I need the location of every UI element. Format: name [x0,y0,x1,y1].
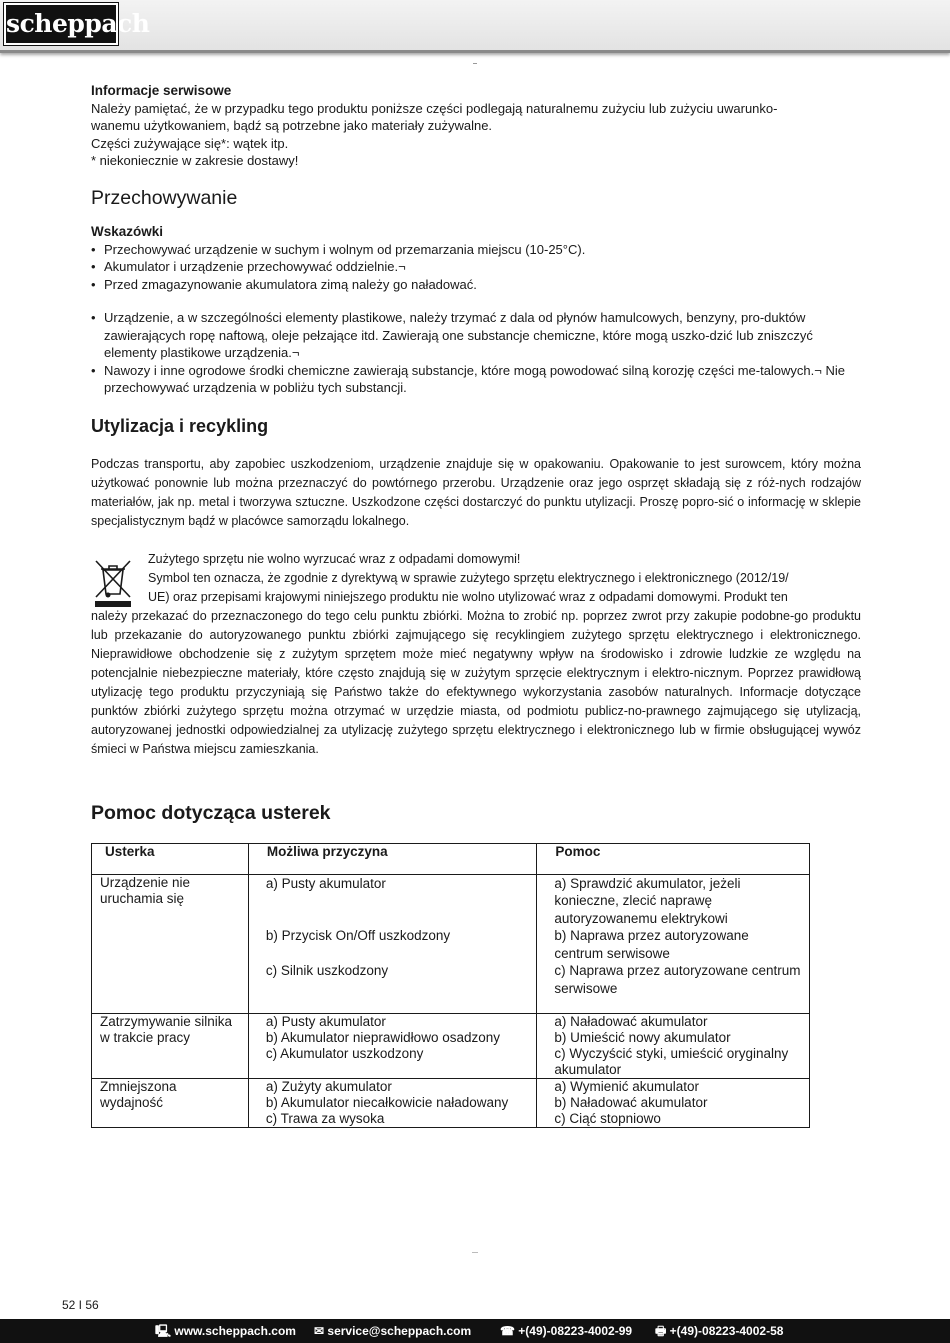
storage-title: Przechowywanie [91,186,238,209]
cause-cell [248,1078,537,1127]
cause-text: a) Zużyty akumulator [265,1078,392,1094]
phone-number: +(49)-08223-4002-99 [518,1324,633,1338]
footer-email[interactable] [314,1319,471,1343]
weee-line: Symbol ten oznacza, że zgodnie z dyrektywą w sprawie zużytego sprzętu elektrycznego i elektronicznego (2012/19/ [148,571,789,585]
troubleshooting-title: Pomoc dotycząca usterek [91,802,331,824]
cause-text: c) Akumulator uszkodzony [265,1045,424,1061]
footer-fax [655,1319,783,1343]
cause-text: a) Pusty akumulator [265,875,386,891]
page-number: 52 I 56 [62,1298,99,1312]
list-item: • Przechowywać urządzenie w suchym i wolnym od przemarzania miejscu (10-25°C). [91,241,861,259]
remedy-cell [537,1013,810,1078]
cause-text: c) Trawa za wysoka [265,1110,385,1126]
fault-cell [92,1078,249,1127]
service-line: Części zużywające się*: wątek itp. [91,135,289,151]
cause-cell [248,1013,537,1078]
footer-phone [500,1319,632,1343]
weee-section [91,550,861,759]
fault-cell [92,1013,249,1078]
remedy-text: a) Wymienić akumulator [554,1078,700,1094]
email-link[interactable]: service@scheppach.com [327,1324,472,1338]
service-line: wanemu użytkowaniem, bądź są potrzebne jako materiały zużywalne. [91,118,493,133]
troubleshooting-table [91,843,810,1128]
remedy-text: b) Naprawa przez autoryzowane centrum serwisowe [554,928,749,961]
storage-list [91,241,861,294]
cause-text: b) Akumulator niecałkowicie naładowany [265,1094,509,1110]
remedy-text: c) Ciąć stopniowo [554,1110,661,1126]
main-content [91,82,861,1128]
column-header: Pomoc [537,843,810,874]
weee-paragraph: należy przekazać do przeznaczonego do tego celu punktu zbiórki. Można to zrobić np. poprzez zwrot przy zakupie podobne-go produktu lub przekazanie do autoryzowanego punktu zbiórki zajmującego się recyklingiem zużytego sprzętu elektrycznego i elektronicznego. Nieprawidłowe obchodzenie się z zużytym sprzętem może mieć negatywny wpływ na środowisko i zdrowie ludzkie ze względu na potencjalnie niebezpieczne materiały, które często znajdują się w zużytym sprzęcie elektrycznym i elektro-nicznym. Poprzez prawidłową utylizację tego produktu przyczyniają się Państwo także do efektywnego wykorzystania zasobów naturalnych. Informacje dotyczące punktów zbiórki zużytego sprzętu można otrzymać w urzędzie miasta, od podmiotu publicz-no-prawnego zajmującego się utylizacją, autoryzowanej jednostki odpowiedzialnej za utylizację zużytego sprzętu elektrycznego i elektronicznego lub w firmie obsługującej wywóz śmieci w Państwa miejscu zamieszkania. [91,609,861,756]
remedy-text: c) Wyczyścić styki, umieścić oryginalny akumulator [554,1045,789,1077]
remedy-text: a) Sprawdzić akumulator, jeżeli konieczne, zlecić naprawę autoryzowanemu elektrykowi [554,875,741,926]
page-header [0,0,950,53]
cause-text: c) Silnik uszkodzony [265,962,389,978]
cause-cell [248,874,537,1013]
fault-text: Zatrzymywanie silnika w trakcie pracy [100,1013,233,1045]
fault-text: Urządzenie nie uruchamia się [100,874,191,906]
cause-text: b) Akumulator nieprawidłowo osadzony [265,1029,500,1045]
computer-icon: 🖳 [155,1324,172,1338]
fault-cell [92,874,249,1013]
service-line: Należy pamiętać, że w przypadku tego produktu poniższe części podlegają naturalnemu zużyciu lub zużyciu uwarunko- [91,100,778,116]
column-header: Usterka [92,843,249,874]
remedy-cell [537,1078,810,1127]
fault-text: Zmniejszona wydajność [100,1078,177,1110]
cause-text: b) Przycisk On/Off uszkodzony [265,928,451,943]
weee-line: Zużytego sprzętu nie wolno wyrzucać wraz z odpadami domowymi! [148,552,521,566]
remedy-text: b) Naładować akumulator [554,1094,708,1110]
weee-line: UE) oraz przepisami krajowymi niniejszego produktu nie wolno utylizować wraz z odpadami domowymi. Produkt ten [148,590,788,604]
footer-bar [0,1319,950,1343]
list-item: • Przed zmagazynowanie akumulatora zimą należy go naładować. [91,276,861,294]
table-row [92,1013,810,1078]
divider [472,1252,478,1253]
website-link[interactable]: www.scheppach.com [174,1324,296,1338]
service-heading: Informacje serwisowe [91,83,232,98]
phone-icon: ☎ [500,1324,515,1338]
email-icon: ✉ [314,1324,325,1338]
table-row [92,1078,810,1127]
crossed-bin-icon [94,558,132,608]
table-header-row [92,843,810,874]
scheppach-logo: scheppach [4,3,118,45]
fax-number: +(49)-08223-4002-58 [669,1324,784,1338]
storage-list [91,309,861,397]
remedy-cell [537,874,810,1013]
remedy-text: c) Naprawa przez autoryzowane centrum serwisowe [554,963,801,996]
footer-website[interactable] [155,1319,296,1343]
service-line: * niekoniecznie w zakresie dostawy! [91,153,299,168]
remedy-text: b) Umieścić nowy akumulator [554,1029,731,1045]
remedy-text: a) Naładować akumulator [554,1013,708,1029]
table-row [92,874,810,1013]
recycling-paragraph: Podczas transportu, aby zapobiec uszkodzeniom, urządzenie znajduje się w opakowaniu. Opakowanie to jest surowcem, który można użytkować ponownie lub można przeznaczyć do powtórnego przerobu. Urządzenie oraz jego osprzęt składają się z róż-nych rodzajów materiałów, jak np. metal i tworzywa sztuczne. Uszkodzone części dostarczyć do punktu utylizacji. Proszę popro-sić o informację w sklepie specjalistycznym bądź w placówce samorządu lokalnego. [91,457,861,528]
list-item: • Urządzenie, a w szczególności elementy plastikowe, należy trzymać z dala od płynów hamulcowych, benzyny, pro-duktów zawierających ropę naftową, oleje pełzające itd. Zawierają one substancje chemiczne, które mogą uszko-dzić lub zniszczyć elementy plastikowe urządzenia.¬ [91,309,861,362]
column-header: Możliwa przyczyna [248,843,537,874]
list-item: • Akumulator i urządzenie przechowywać oddzielnie.¬ [91,258,861,276]
cause-text: a) Pusty akumulator [265,1013,386,1029]
list-item: • Nawozy i inne ogrodowe środki chemiczne zawierają substancje, które mogą powodować silną korozję części me-talowych.¬ Nie przechowywać urządzenia w pobliżu tych substancji. [91,362,861,397]
recycling-title: Utylizacja i recykling [91,415,269,436]
storage-subheading: Wskazówki [91,224,164,239]
fax-icon: 🖶 [655,1324,667,1338]
divider [473,63,477,64]
